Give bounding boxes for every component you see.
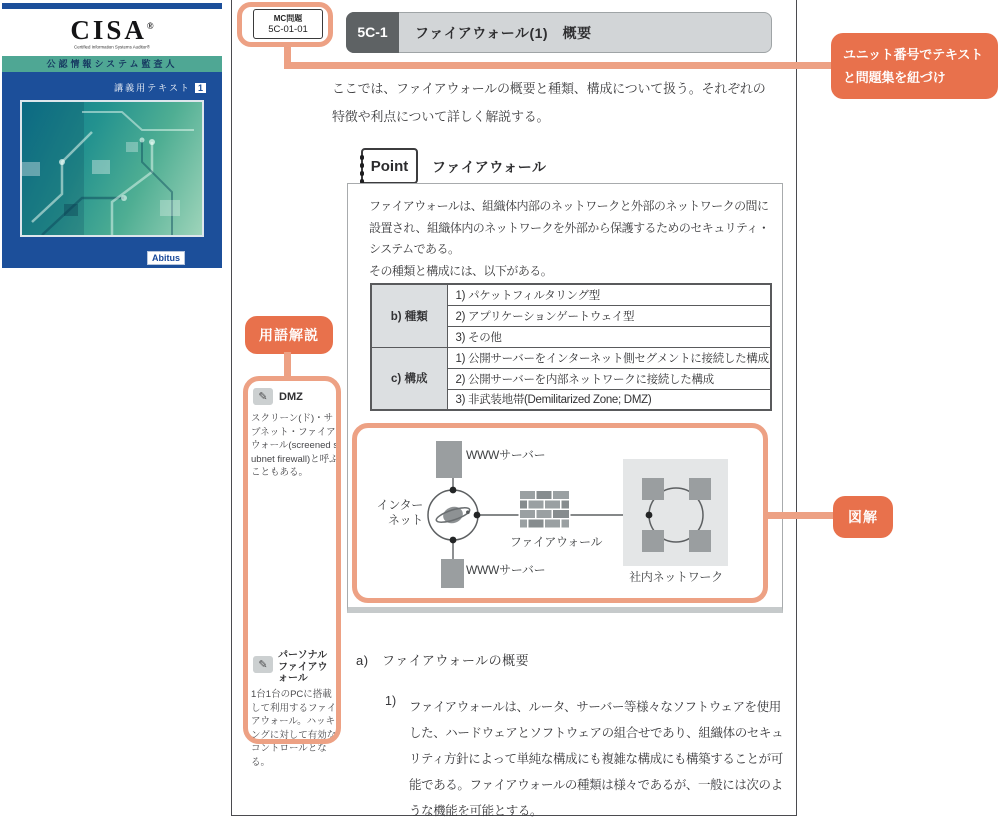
table-cell: 2) 公開サーバーを内部ネットワークに接続した構成 bbox=[447, 368, 771, 389]
glossary-text-dmz: スクリーン(ド)・サブネット・ファイアウォール(screened subnet firewall)と呼ぶこともある。 bbox=[251, 413, 339, 478]
point-label-text: Point bbox=[370, 157, 409, 175]
unit-badge-highlight bbox=[237, 2, 333, 47]
section-header-bar bbox=[346, 12, 772, 53]
definition-paragraph-2: その種類と構成には、以下がある。 bbox=[369, 263, 553, 278]
annotation-unit-link: ユニット番号でテキストと問題集を紐づけ bbox=[831, 33, 998, 99]
intro-paragraph: ここでは、ファイアウォールの概要と種類、構成について扱う。それぞれの特徴や利点について詳しく解説する。 bbox=[332, 81, 766, 124]
section-unit-number: 5C-1 bbox=[346, 12, 399, 53]
book-cover bbox=[2, 3, 222, 268]
glossary-connector bbox=[284, 352, 291, 378]
firewall-definition bbox=[369, 196, 773, 282]
unit-link-connector-horizontal bbox=[284, 62, 833, 69]
table-row bbox=[371, 347, 771, 368]
cover-title-text: CISA bbox=[70, 15, 147, 45]
cover-title bbox=[2, 11, 222, 45]
glossary-term-dmz: DMZ bbox=[279, 391, 303, 403]
circuit-traces-icon bbox=[22, 102, 202, 235]
table-cell: 1) パケットフィルタリング型 bbox=[447, 284, 771, 305]
unit-badge-code: 5C-01-01 bbox=[268, 24, 308, 35]
label-www-server-bottom: WWWサーバー bbox=[466, 563, 546, 577]
cover-edition-number: 1 bbox=[195, 83, 206, 93]
annotation-diagram-tag: 図解 bbox=[833, 496, 893, 538]
definition-paragraph-1: ファイアウォールは、組織体内部のネットワークと外部のネットワークの間に設置され、組織体内のネットワークを外部から保護するためのセキュリティ・システムである。 bbox=[369, 199, 770, 256]
pencil-icon: ✎ bbox=[253, 656, 273, 673]
point-label-box bbox=[361, 148, 418, 184]
binding-dots-icon bbox=[360, 155, 365, 184]
diagram-tag-connector bbox=[765, 512, 835, 519]
list-item-marker: 1) bbox=[385, 694, 397, 708]
cover-subtitle: Certified Information Systems Auditor® bbox=[74, 44, 150, 50]
registered-mark: ® bbox=[146, 21, 154, 31]
unit-badge-type: MC問題 bbox=[273, 14, 303, 23]
pencil-icon: ✎ bbox=[253, 388, 273, 405]
glossary-term-personal-firewall: パーソナルファイアウォール bbox=[278, 650, 328, 684]
label-internet-line2: ネット bbox=[387, 513, 423, 527]
types-structure-table bbox=[370, 283, 772, 411]
cover-edition-label: 講義用テキスト bbox=[114, 83, 191, 93]
table-cell: 3) 非武装地帯(Demilitarized Zone; DMZ) bbox=[447, 389, 771, 410]
cover-band-text: 公認情報システム監査人 bbox=[2, 56, 222, 72]
section-a-paragraph: ファイアウォールは、ルータ、サーバー等様々なソフトウェアを使用した、ハードウェアとソフトウェアの組合せであり、組織体のセキュリティ方針によって単純な構成にも複雑な構成にも構築することが可能である。ファイアウォールの種類は様々であるが、一般には次のような機能を可能とする。 bbox=[409, 700, 784, 817]
glossary-highlight bbox=[243, 376, 341, 744]
table-row bbox=[371, 284, 771, 305]
table-cell: 2) アプリケーションゲートウェイ型 bbox=[447, 305, 771, 326]
table-cell: 1) 公開サーバーをインターネット側セグメントに接続した構成 bbox=[447, 347, 771, 368]
section-title: ファイアウォール(1) 概要 bbox=[415, 24, 592, 41]
label-internal-network: 社内ネットワーク bbox=[629, 570, 723, 584]
label-internet-line1: インター bbox=[376, 498, 423, 512]
cover-edition bbox=[114, 81, 206, 94]
diagram-highlight bbox=[352, 423, 768, 603]
table-group-label: b) 種類 bbox=[371, 284, 447, 347]
glossary-text-personal-firewall: 1台1台のPCに搭載して利用するファイアウォール。ハッキングに対して有効なコントロールとなる。 bbox=[251, 689, 337, 768]
label-www-server-top: WWWサーバー bbox=[466, 448, 546, 462]
table-group-label: c) 構成 bbox=[371, 347, 447, 410]
circuit-board-image bbox=[20, 100, 204, 237]
label-firewall: ファイアウォール bbox=[509, 535, 603, 549]
annotation-glossary: 用語解説 bbox=[245, 316, 333, 354]
table-cell: 3) その他 bbox=[447, 326, 771, 347]
point-title: ファイアウォール bbox=[432, 159, 547, 175]
section-a-heading: a) ファイアウォールの概要 bbox=[356, 653, 530, 668]
cover-title-band bbox=[2, 9, 222, 56]
publisher-logo: Abitus bbox=[147, 251, 185, 265]
